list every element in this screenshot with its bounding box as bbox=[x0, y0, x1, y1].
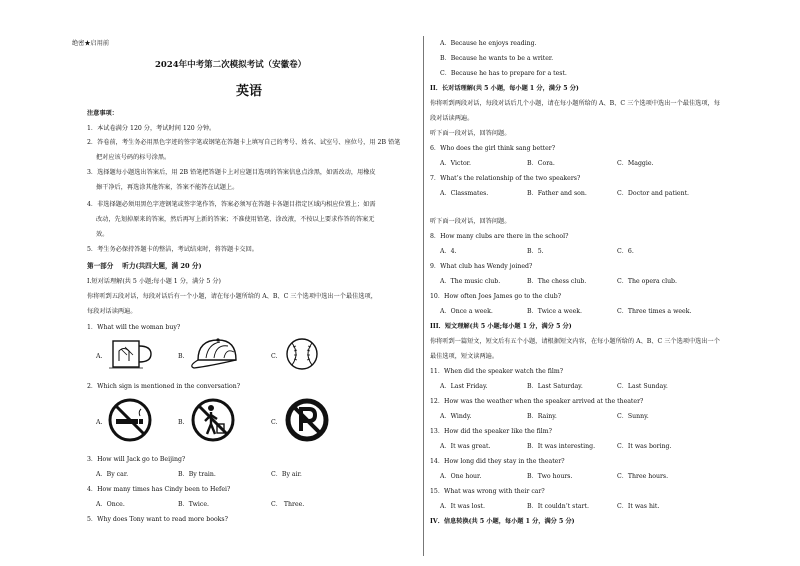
note-line: 3．选择题每小题选出答案后，用 2B 铅笔把答题卡上对应题目选项的答案信息点涂黑，如需改动，用橡皮 bbox=[87, 169, 376, 176]
question-stem: 7．What’s the relationship of the two speakers? bbox=[430, 175, 581, 182]
option-b: B．Last Saturday. bbox=[527, 383, 583, 390]
option-b: B．By train. bbox=[178, 471, 216, 478]
sec1-instruction: 你将听到五段对话，每段对话后有一个小题，请在每小题所给的 A、B、C 三个选项中选出一个最佳选项， bbox=[87, 293, 377, 300]
mug-icon bbox=[107, 337, 157, 375]
option-a: A．Windy. bbox=[440, 413, 472, 420]
sec2-instruction: 段对话读两遍。 bbox=[430, 115, 474, 122]
option-c: C．Three hours. bbox=[617, 473, 669, 480]
question-stem: 13．How did the speaker like the film? bbox=[430, 428, 552, 435]
note-line: 5．考生务必保持答题卡的整洁，考试结束时，将答题卡交回。 bbox=[87, 246, 258, 253]
question-stem: 11．When did the speaker watch the film? bbox=[430, 368, 564, 375]
option-a: A．4. bbox=[440, 248, 457, 255]
question-stem: 6．Who does the girl think sang better? bbox=[430, 145, 556, 152]
note-line: 效。 bbox=[96, 231, 109, 238]
notes-heading: 注意事项： bbox=[87, 110, 118, 117]
option-a: A．It was lost. bbox=[440, 503, 486, 510]
option-c: C．Sunny. bbox=[617, 413, 649, 420]
option-a: A．The music club. bbox=[440, 278, 501, 285]
option-a: A．One hour. bbox=[440, 473, 482, 480]
option-a: A．Victor. bbox=[440, 160, 471, 167]
note-line: 改动，先划掉原来的答案，然后再写上新的答案；不准使用铅笔、涂改液，不按以上要求作答的答案无 bbox=[96, 216, 375, 223]
option-b: B．5. bbox=[527, 248, 544, 255]
option-c: C．By air. bbox=[271, 471, 302, 478]
sec1-instruction: 每段对话读两遍。 bbox=[87, 308, 137, 315]
option-a: A．Classmates. bbox=[440, 190, 489, 197]
option-c: C． Three. bbox=[271, 501, 305, 508]
option-a: A．Once a week. bbox=[440, 308, 493, 315]
option-b: B．It couldn’t start. bbox=[527, 503, 589, 510]
question-stem: 1．What will the woman buy? bbox=[87, 324, 181, 331]
option-c: C．It was hit. bbox=[617, 503, 660, 510]
option-a: A．Because he enjoys reading. bbox=[440, 40, 537, 47]
question-stem: 9．What club has Wendy joined? bbox=[430, 263, 533, 270]
option-b: B．Twice a week. bbox=[527, 308, 583, 315]
exam-title: 2024年中考第二次模拟考试（安徽卷） bbox=[155, 60, 307, 70]
subject-title: 英语 bbox=[236, 84, 263, 99]
sec2-instruction: 你将听到两段对话，每段对话后几个小题，请在每小题所给的 A、B、C 三个选项中选出一个最佳选项，每 bbox=[430, 100, 720, 107]
option-c: C．The opera club. bbox=[617, 278, 677, 285]
column-divider bbox=[423, 36, 424, 556]
option-c: C．Because he has to prepare for a test. bbox=[440, 70, 567, 77]
note-line: 1．本试卷满分 120 分，考试时间 120 分钟。 bbox=[87, 125, 216, 132]
option-c: C．It was boring. bbox=[617, 443, 672, 450]
sec3-title: III．短文理解(共 5 小题;每小题 1 分，满分 5 分) bbox=[430, 323, 572, 330]
option-c: C．Maggie. bbox=[617, 160, 654, 167]
option-a: A．It was great. bbox=[440, 443, 491, 450]
option-label: C. bbox=[271, 419, 278, 426]
question-stem: 8．How many clubs are there in the school? bbox=[430, 233, 569, 240]
question-stem: 12．How was the weather when the speaker arrived at the theater? bbox=[430, 398, 644, 405]
sec1-title: I.短对话理解(共 5 小题;每小题 1 分，满分 5 分) bbox=[87, 278, 221, 285]
option-a: A．Once. bbox=[96, 501, 125, 508]
note-line: 擦干净后，再选涂其他答案，答案不能答在试题上。 bbox=[96, 184, 239, 191]
option-a: A．Last Friday. bbox=[440, 383, 488, 390]
question-stem: 14．How long did they stay in the theater? bbox=[430, 458, 565, 465]
option-c: C．Three times a week. bbox=[617, 308, 692, 315]
sec2-title: II．长对话理解(共 5 小题，每小题 1 分，满分 5 分) bbox=[430, 85, 579, 92]
option-b: B．The chess club. bbox=[527, 278, 587, 285]
sec3-instruction: 你将听到一篇短文，短文后有五个小题，请根据短文内容，在每小题所给的 A、B、C 三个选项中选出一个 bbox=[430, 338, 720, 345]
no-smoking-sign-icon bbox=[107, 397, 153, 447]
sec3-instruction: 最佳选项，短文读两遍。 bbox=[430, 353, 499, 360]
option-b: B．Twice. bbox=[178, 501, 210, 508]
option-b: B．Because he wants to be a writer. bbox=[440, 55, 554, 62]
dialogue-lead: 听下面一段对话，回答问题。 bbox=[430, 130, 511, 137]
option-a: A．By car. bbox=[96, 471, 129, 478]
note-line: 4．非选择题必须用黑色字迹钢笔或签字笔作答，答案必须写在答题卡各题目指定区域内相应位置上；如需 bbox=[87, 201, 376, 208]
option-b: B．Two hours. bbox=[527, 473, 573, 480]
question-stem: 5．Why does Tony want to read more books? bbox=[87, 516, 228, 523]
question-stem: 15．What was wrong with their car? bbox=[430, 488, 545, 495]
option-c: C．6. bbox=[617, 248, 634, 255]
option-b: B．Rainy. bbox=[527, 413, 557, 420]
question-stem: 2．Which sign is mentioned in the conversation? bbox=[87, 383, 241, 390]
option-b: B．Father and son. bbox=[527, 190, 587, 197]
question-stem: 10．How often Joes James go to the club? bbox=[430, 293, 562, 300]
option-label: B. bbox=[178, 419, 185, 426]
baseball-icon bbox=[284, 336, 320, 376]
option-c: C．Doctor and patient. bbox=[617, 190, 690, 197]
no-littering-sign-icon bbox=[190, 397, 236, 447]
option-label: A. bbox=[96, 419, 103, 426]
confidential-label: 绝密★启用前 bbox=[72, 40, 110, 47]
option-label: B. bbox=[178, 353, 185, 360]
question-stem: 3．How will Jack go to Beijing? bbox=[87, 456, 186, 463]
question-stem: 4．How many times has Cindy been to Hefei? bbox=[87, 486, 231, 493]
option-label: C. bbox=[271, 353, 278, 360]
note-line: 2．答卷前，考生务必用黑色字迹的签字笔或钢笔在答题卡上填写自己的考号、姓名、试室号、座位号，用 2B 铅笔 bbox=[87, 139, 401, 146]
option-b: B．It was interesting. bbox=[527, 443, 596, 450]
sec4-title: IV．信息转换(共 5 小题，每小题 1 分，满分 5 分) bbox=[430, 518, 575, 525]
dialogue-lead: 听下面一段对话，回答问题。 bbox=[430, 218, 511, 225]
option-label: A. bbox=[96, 353, 103, 360]
part1-heading: 第一部分 听力(共四大题，满 20 分) bbox=[87, 262, 202, 270]
option-b: B．Cora. bbox=[527, 160, 555, 167]
note-line: 把对应该号码的标号涂黑。 bbox=[96, 154, 171, 161]
no-parking-sign-icon bbox=[284, 397, 330, 447]
cap-icon bbox=[190, 336, 242, 376]
option-c: C．Last Sunday. bbox=[617, 383, 668, 390]
